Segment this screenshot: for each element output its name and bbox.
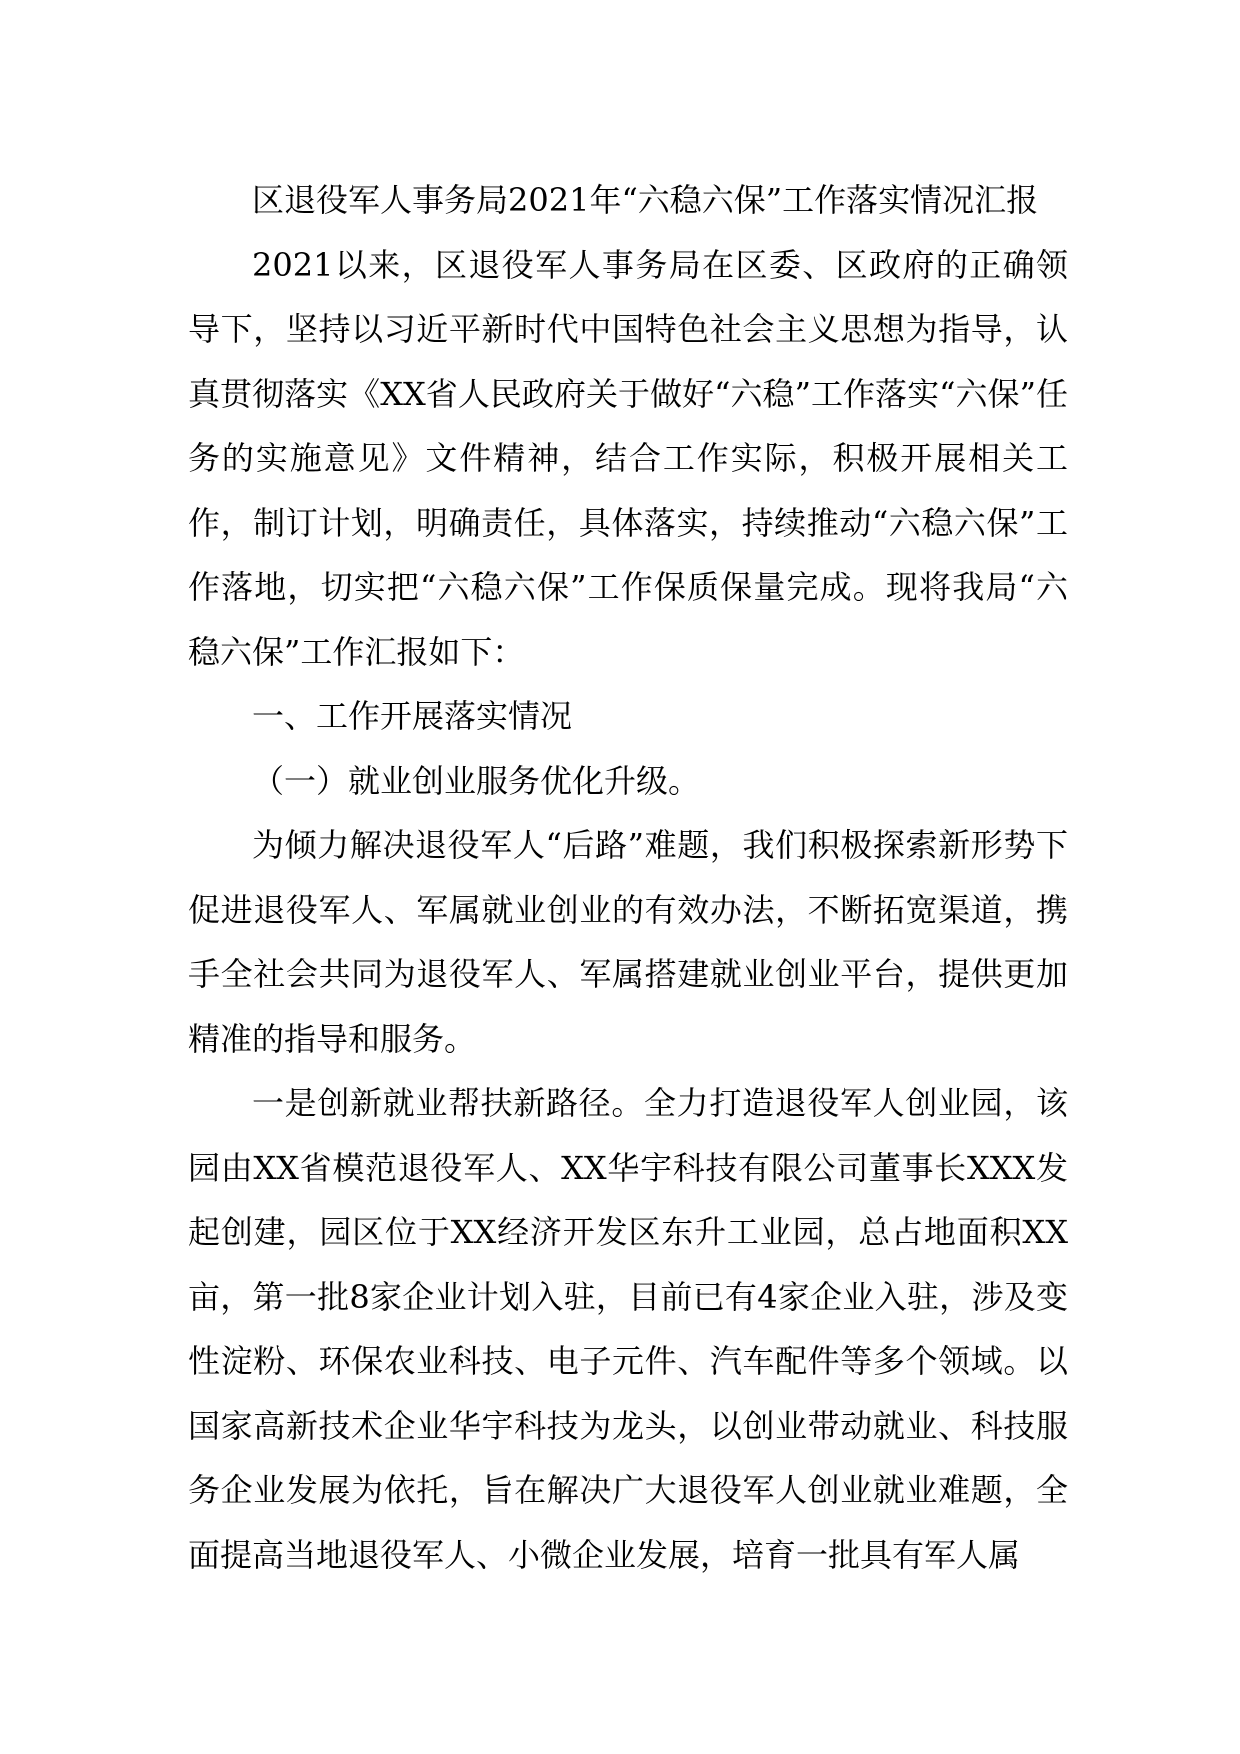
body-paragraph-2: 一是创新就业帮扶新路径。全力打造退役军人创业园，该园由XX省模范退役军人、XX华宇科技有限公司董事长XXX发起创建，园区位于XX经济开发区东升工业园，总占地面积XX亩，第一批8家企业计划入驻，目前已有4家企业入驻，涉及变性淀粉、环保农业科技、电子元件、汽车配件等多个领域。以国家高新技术企业华宇科技为龙头，以创业带动就业、科技服务企业发展为依托，旨在解决广大退役军人创业就业难题，全面提高当地退役军人、小微企业发展，培育一批具有军人属	[188, 1084, 1068, 1574]
subsection-heading-1: （一）就业创业服务优化升级。	[252, 761, 701, 800]
body-paragraph-1: 为倾力解决退役军人“后路”难题，我们积极探索新形势下促进退役军人、军属就业创业的有效办法，不断拓宽渠道，携手全社会共同为退役军人、军属搭建就业创业平台，提供更加精准的指导和服务。	[188, 826, 1068, 1058]
document-body	[188, 168, 1068, 1587]
intro-paragraph: 2021以来，区退役军人事务局在区委、区政府的正确领导下，坚持以习近平新时代中国特色社会主义思想为指导，认真贯彻落实《XX省人民政府关于做好“六稳”工作落实“六保”任务的实施意见》文件精神，结合工作实际，积极开展相关工作，制订计划，明确责任，具体落实，持续推动“六稳六保”工作落地，切实把“六稳六保”工作保质保量完成。现将我局“六稳六保”工作汇报如下：	[188, 245, 1068, 671]
section-heading-1: 一、工作开展落实情况	[252, 697, 573, 735]
document-title: 区退役军人事务局2021年“六稳六保”工作落实情况汇报	[252, 181, 1039, 219]
